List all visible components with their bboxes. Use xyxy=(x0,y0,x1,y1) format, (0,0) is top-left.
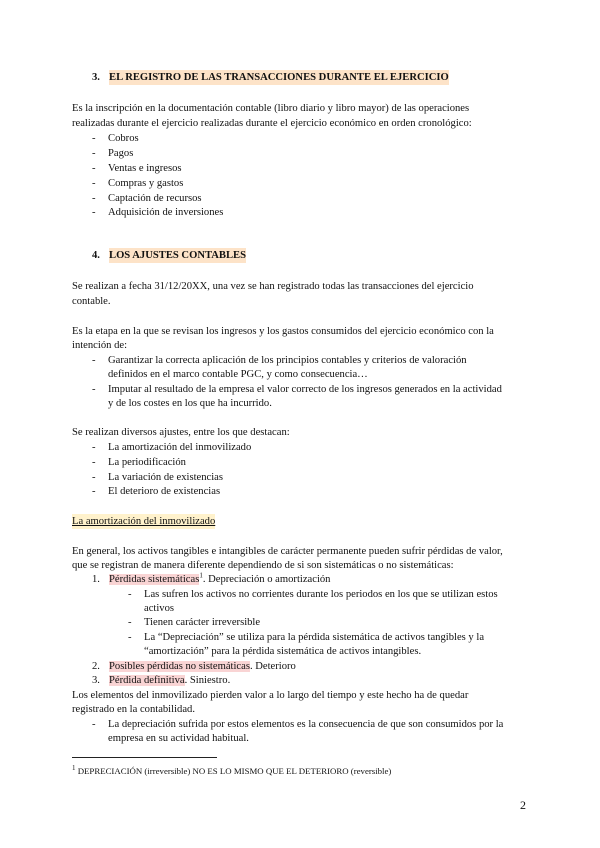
adjust-item: La periodificación xyxy=(108,457,186,468)
amortizacion-p1-line2: que se registran de manera diferente dependiendo de si son sistemáticas o no sistemáticas: xyxy=(72,560,454,571)
intent-item-line2: definidos en el marco contable PGC, y como consecuencia… xyxy=(108,369,368,380)
footnote xyxy=(72,764,391,779)
bullet-dash: - xyxy=(92,148,96,159)
list-item: Pagos xyxy=(108,148,134,159)
numbered-item-3-highlight: Pérdida definitiva xyxy=(109,675,185,686)
numbered-item-1-rest: . Depreciación o amortización xyxy=(202,574,331,585)
bullet-dash: - xyxy=(92,207,96,218)
numbered-item-2-rest: . Deterioro xyxy=(249,661,296,672)
numbered-item-2-highlight: Posibles pérdidas no sistemáticas xyxy=(109,661,250,672)
footnote-separator xyxy=(72,757,217,758)
bullet-dash: - xyxy=(92,472,96,483)
bullet-dash: - xyxy=(128,617,132,628)
bullet-dash: - xyxy=(92,719,96,730)
page-number: 2 xyxy=(520,798,526,812)
intent-item-line1: Imputar al resultado de la empresa el valor correcto de los ingresos generados en la actividad xyxy=(108,384,502,395)
adjust-item: La amortización del inmovilizado xyxy=(108,442,252,453)
list-item: Compras y gastos xyxy=(108,178,184,189)
bullet-dash: - xyxy=(92,442,96,453)
last-item-line2: empresa en su actividad habitual. xyxy=(108,733,249,744)
section4-p2-line1: Es la etapa en la que se revisan los ingresos y los gastos consumidos del ejercicio económico con la xyxy=(72,326,494,337)
footnote-reference[interactable]: 1 xyxy=(199,571,203,580)
list-item: Captación de recursos xyxy=(108,193,202,204)
intent-item-line1: Garantizar la correcta aplicación de los principios contables y criterios de valoración xyxy=(108,355,467,366)
intent-item-line2: y de los costes en los que ha incurrido. xyxy=(108,398,272,409)
section3-number: 3. xyxy=(92,72,100,83)
list-item: Ventas e ingresos xyxy=(108,163,182,174)
sub-item-line1: La “Depreciación” se utiliza para la pérdida sistemática de activos tangibles y la xyxy=(144,632,485,643)
footnote-text: DEPRECIACIÓN (irreversible) NO ES LO MISMO QUE EL DETERIORO (reversible) xyxy=(77,766,392,776)
bullet-dash: - xyxy=(92,163,96,174)
section3-intro-line2: realizadas durante el ejercicio realizadas durante el ejercicio económico en orden cronológico: xyxy=(72,118,472,129)
numbered-item-3-rest: . Siniestro. xyxy=(184,675,231,686)
sub-item-line1: Las sufren los activos no corrientes durante los periodos en los que se utilizan estos xyxy=(144,589,498,600)
last-item-line1: La depreciación sufrida por estos elementos es la consecuencia de que son consumidos por la xyxy=(108,719,504,730)
section4-p1-line1: Se realizan a fecha 31/12/20XX, una vez se han registrado todas las transacciones del ejercicio xyxy=(72,281,474,292)
bullet-dash: - xyxy=(92,457,96,468)
section4-title: LOS AJUSTES CONTABLES xyxy=(109,250,246,261)
list-item: Cobros xyxy=(108,133,139,144)
bullet-dash: - xyxy=(92,133,96,144)
bullet-dash: - xyxy=(128,632,132,643)
numbered-item-3-number: 3. xyxy=(92,675,100,686)
bullet-dash: - xyxy=(92,193,96,204)
amortizacion-heading: La amortización del inmovilizado xyxy=(72,516,216,527)
numbered-item-3 xyxy=(109,673,230,688)
bullet-dash: - xyxy=(92,355,96,366)
sub-item-line2: activos xyxy=(144,603,175,614)
numbered-item-2 xyxy=(109,659,296,674)
section4-p1-line2: contable. xyxy=(72,296,111,307)
numbered-item-1-number: 1. xyxy=(92,574,100,585)
amortizacion-p2-line2: registrado en la contabilidad. xyxy=(72,704,195,715)
list-item: Adquisición de inversiones xyxy=(108,207,224,218)
section3-title: EL REGISTRO DE LAS TRANSACCIONES DURANTE EL EJERCICIO xyxy=(109,72,449,83)
sub-item-line2: “amortización” para la pérdida sistemática de activos intangibles. xyxy=(144,646,422,657)
section4-p2-line2: intención de: xyxy=(72,340,128,351)
section4-p3: Se realizan diversos ajustes, entre los que destacan: xyxy=(72,427,290,438)
adjust-item: El deterioro de existencias xyxy=(108,486,221,497)
amortizacion-p2-line1: Los elementos del inmovilizado pierden valor a lo largo del tiempo y este hecho ha de quedar xyxy=(72,690,469,701)
bullet-dash: - xyxy=(128,589,132,600)
numbered-item-2-number: 2. xyxy=(92,661,100,672)
section3-intro-line1: Es la inscripción en la documentación contable (libro diario y libro mayor) de las operaciones xyxy=(72,103,470,114)
numbered-item-1-highlight: Pérdidas sistemáticas xyxy=(109,574,200,585)
bullet-dash: - xyxy=(92,384,96,395)
adjust-item: La variación de existencias xyxy=(108,472,224,483)
section4-number: 4. xyxy=(92,250,100,261)
numbered-item-1 xyxy=(109,572,330,587)
footnote-mark: 1 xyxy=(72,764,76,773)
amortizacion-p1-line1: En general, los activos tangibles e intangibles de carácter permanente pueden sufrir pérdidas de valor, xyxy=(72,546,503,557)
bullet-dash: - xyxy=(92,178,96,189)
bullet-dash: - xyxy=(92,486,96,497)
sub-item-line1: Tienen carácter irreversible xyxy=(144,617,261,628)
